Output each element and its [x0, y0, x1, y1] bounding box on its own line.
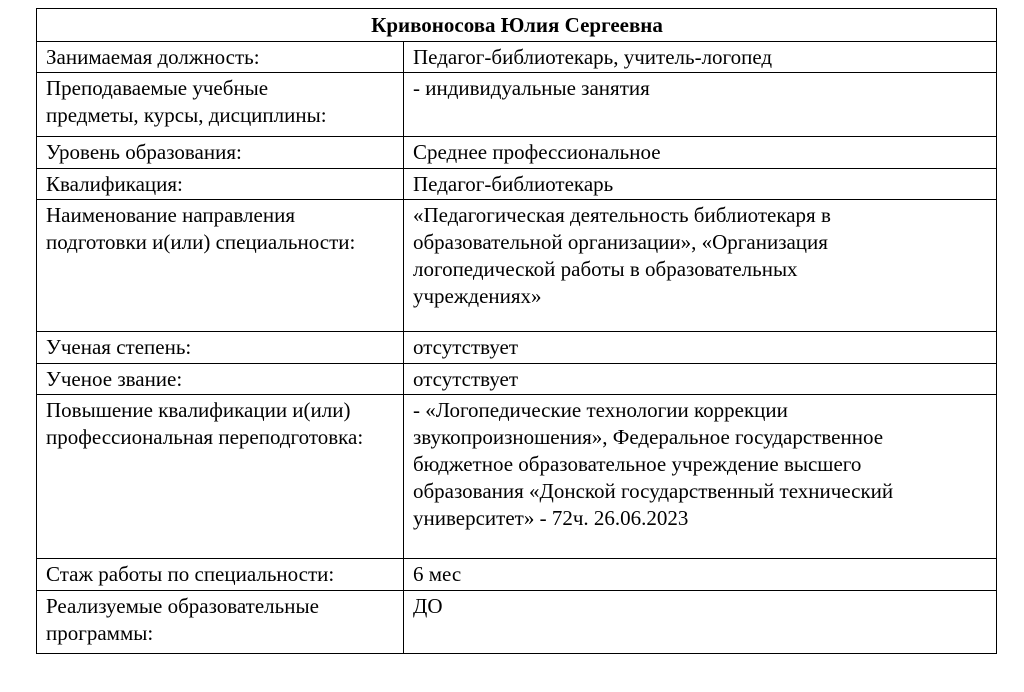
table-row — [37, 332, 997, 364]
row-value-text: ДО — [413, 594, 443, 618]
table-row — [37, 591, 997, 654]
row-label — [37, 559, 404, 591]
row-label — [37, 169, 404, 200]
table-title-row — [37, 9, 997, 42]
row-value — [404, 137, 997, 169]
row-value-text: - индивидуальные занятия — [413, 76, 650, 100]
row-value — [404, 42, 997, 73]
row-label-text: Стаж работы по специальности: — [46, 562, 335, 586]
table-row — [37, 169, 997, 200]
row-label — [37, 332, 404, 364]
table-row — [37, 200, 997, 332]
table-row — [37, 559, 997, 591]
row-label — [37, 364, 404, 395]
row-value — [404, 73, 997, 137]
row-value-text: Педагог-библиотекарь — [413, 172, 614, 196]
row-label-text: Квалификация: — [46, 172, 183, 196]
row-value — [404, 169, 997, 200]
table-row — [37, 73, 997, 137]
table-row — [37, 137, 997, 169]
staff-name-heading: Кривоносова Юлия Сергеевна — [37, 9, 997, 42]
table-row — [37, 395, 997, 559]
row-label-text: Уровень образования: — [46, 140, 242, 164]
row-label — [37, 73, 404, 137]
row-value — [404, 395, 997, 559]
row-value — [404, 559, 997, 591]
row-label-text: Ученая степень: — [46, 335, 192, 359]
staff-info-table — [36, 8, 997, 654]
row-label-text: Преподаваемые учебные предметы, курсы, дисциплины: — [46, 76, 327, 127]
row-value-text: 6 мес — [413, 562, 462, 586]
row-value-text: отсутствует — [413, 335, 519, 359]
row-label — [37, 42, 404, 73]
row-value — [404, 200, 997, 332]
row-value-text: отсутствует — [413, 367, 519, 391]
row-label — [37, 395, 404, 559]
row-value — [404, 364, 997, 395]
row-value-text: «Педагогическая деятельность библиотекаря в образовательной организации», «Организация логопедической работы в образовательных учреждениях» — [413, 203, 831, 308]
row-value — [404, 332, 997, 364]
table-row — [37, 364, 997, 395]
row-label — [37, 137, 404, 169]
row-value-text: Среднее профессиональное — [413, 140, 661, 164]
row-label — [37, 591, 404, 654]
row-label-text: Повышение квалификации и(или) профессиональная переподготовка: — [46, 398, 364, 449]
row-value-text: - «Логопедические технологии коррекции звукопроизношения», Федеральное государственное бюджетное образовательное учреждение высшего образования «Донской государственный технический университет» - 72ч. 26.06.2023 — [413, 398, 894, 530]
row-value — [404, 591, 997, 654]
row-label-text: Наименование направления подготовки и(или) специальности: — [46, 203, 356, 254]
row-label — [37, 200, 404, 332]
row-value-text: Педагог-библиотекарь, учитель-логопед — [413, 45, 773, 69]
row-label-text: Реализуемые образовательные программы: — [46, 594, 319, 645]
row-label-text: Ученое звание: — [46, 367, 183, 391]
row-label-text: Занимаемая должность: — [46, 45, 260, 69]
table-row — [37, 42, 997, 73]
